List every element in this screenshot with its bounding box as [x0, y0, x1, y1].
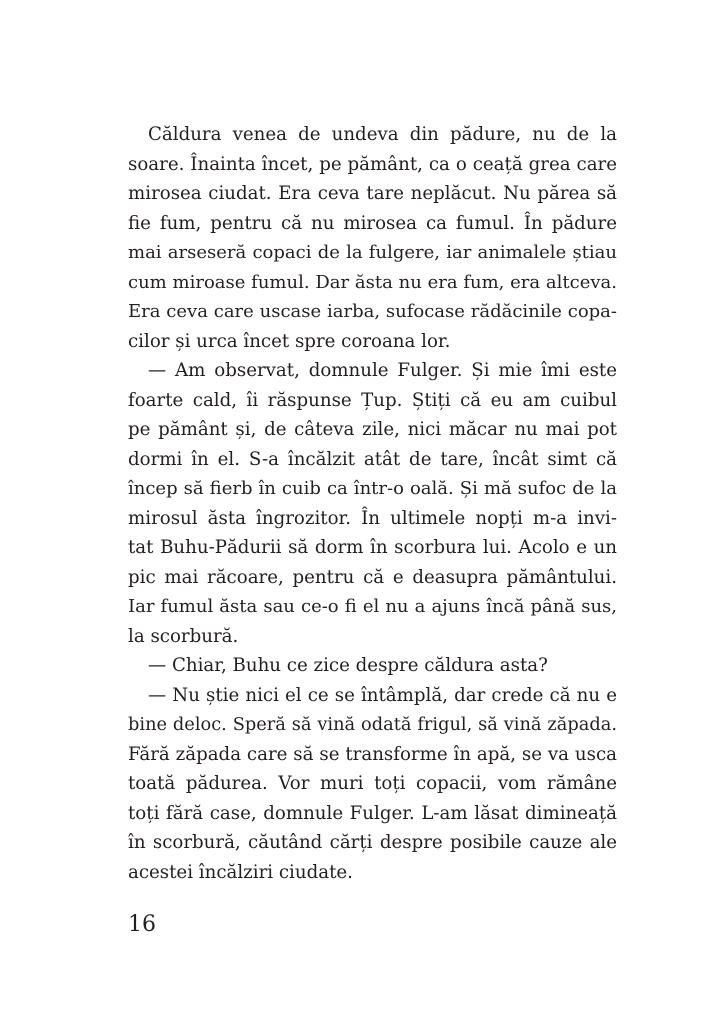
text-line: cum miroase fumul. Dar ăsta nu era fum, era altceva. — [128, 271, 617, 293]
text-line: foarte cald, îi răspunse Țup. Știți că eu am cuibul — [128, 389, 617, 411]
text-line: bine deloc. Speră să vină odată frigul, să vină zăpada. — [128, 714, 617, 735]
text-line: — Nu știe nici el ce se întâmplă, dar crede că nu e — [148, 684, 617, 706]
text-line: Iar fumul ăsta sau ce-o fi el nu a ajuns încă până sus, — [128, 596, 617, 617]
text-line: la scorbură. — [128, 625, 239, 647]
page-number: 16 — [128, 912, 156, 937]
body-text — [128, 120, 617, 887]
text-line: tat Buhu-Pădurii să dorm în scorbura lui. Acolo e un — [128, 537, 617, 558]
text-line: toți fără case, domnule Fulger. L-am lăsat dimineață — [128, 802, 617, 824]
text-line: pe pământ și, de câteva zile, nici măcar nu mai pot — [128, 419, 617, 440]
text-line: Era ceva care uscase iarba, sufocase rădăcinile copa- — [128, 301, 617, 322]
text-line: toată pădurea. Vor muri toți copacii, vom rămâne — [128, 773, 617, 794]
text-line: încep să fierb în cuib ca într-o oală. Și mă sufoc de la — [128, 478, 617, 499]
text-line: Fără zăpada care să se transforme în apă, se va usca — [128, 743, 617, 765]
text-line: soare. Înainta încet, pe pământ, ca o ceață grea care — [128, 153, 617, 175]
text-line: Căldura venea de undeva din pădure, nu de la — [148, 124, 617, 145]
text-line: pic mai răcoare, pentru că e deasupra pământului. — [128, 566, 617, 588]
text-line: acestei încălziri ciudate. — [128, 861, 353, 883]
text-line: fie fum, pentru că nu mirosea ca fumul. În pădure — [128, 212, 617, 234]
text-line: dormi în el. S-a încălzit atât de tare, încât simt că — [128, 448, 617, 470]
text-line: mirosul ăsta îngrozitor. În ultimele nopți m-a invi- — [128, 507, 617, 529]
text-line: cilor și urca încet spre coroana lor. — [128, 330, 451, 352]
text-line: în scorbură, căutând cărți despre posibile cauze ale — [128, 832, 617, 853]
text-line: — Am observat, domnule Fulger. Și mie îmi este — [148, 360, 617, 381]
text-line: mai arseseră copaci de la fulgere, iar animalele știau — [128, 242, 617, 263]
text-line: — Chiar, Buhu ce zice despre căldura asta? — [148, 655, 548, 676]
text-line: mirosea ciudat. Era ceva tare neplăcut. Nu părea să — [128, 183, 617, 204]
